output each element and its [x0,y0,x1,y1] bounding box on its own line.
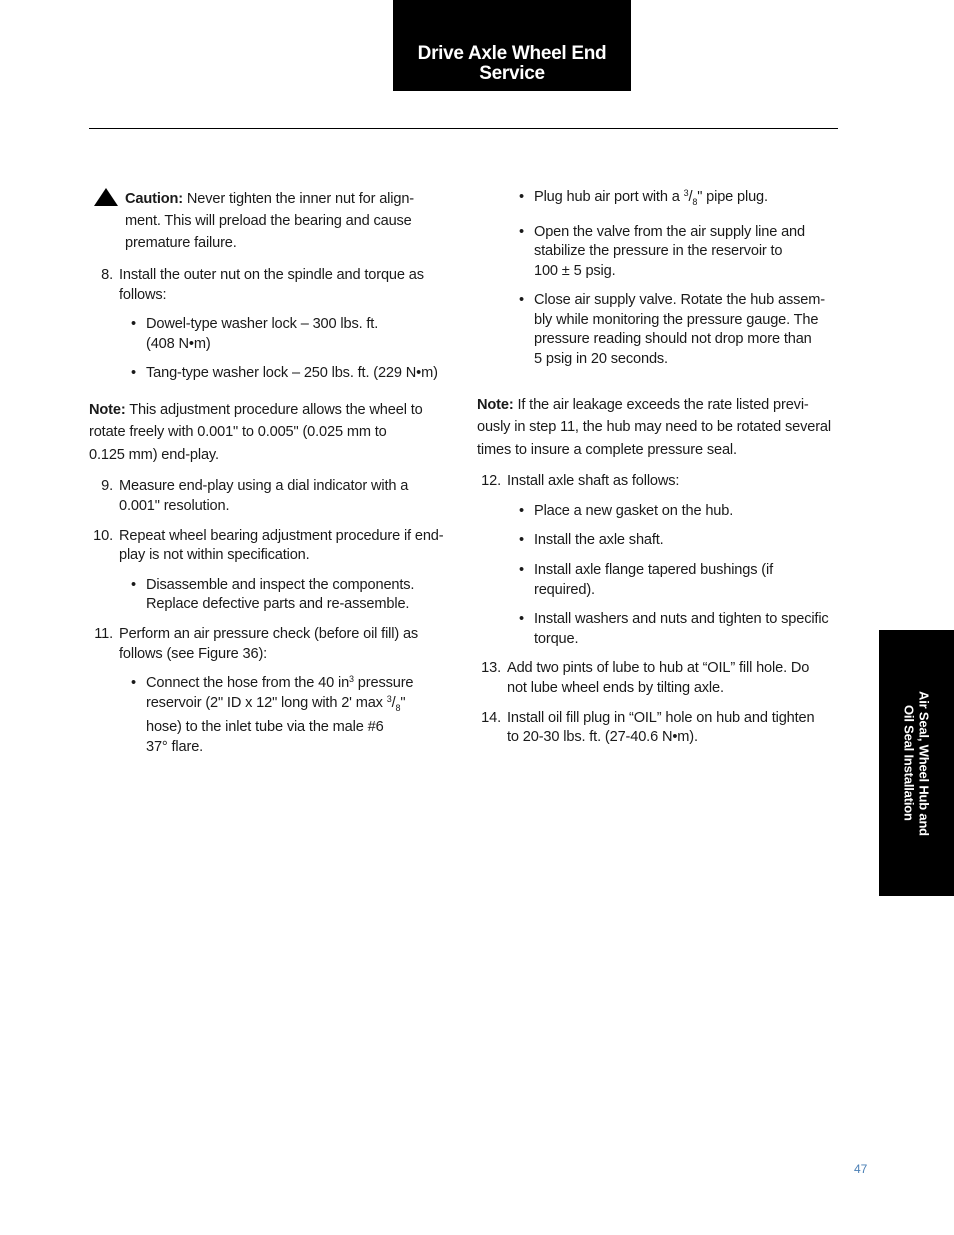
note-label: Note: [89,401,126,418]
step-8-bullet-2: • Tang-type washer lock – 250 lbs. ft. (229 N•m) [89,364,451,384]
side-tab-label: Air Seal, Wheel Hub and Oil Seal Installation [901,690,932,836]
section-header [393,0,631,91]
right-column [477,186,839,748]
step-12-bullet-2: • Install the axle shaft. [477,531,839,551]
step-14: 14. Install oil fill plug in “OIL” hole on hub and tighten to 20-30 lbs. ft. (27-40.6 N•m). [477,709,839,748]
section-title-line1: Drive Axle Wheel End [417,43,607,64]
step-12-bullet-3: • Install axle flange tapered bushings (if required). [519,561,774,598]
bullet-icon: • [519,561,524,578]
step-number: 10. [93,527,113,544]
step-12-bullet-4: • Install washers and nuts and tighten to specific torque. [519,611,829,647]
caution-text: Caution: Never tighten the inner nut for align- ment. This will preload the bearing and cause premature failure. [125,191,415,251]
step-11-bullet-4: • Close air supply valve. Rotate the hub assem- bly while monitoring the pressure gauge. The pressure reading should not drop more than 5 psig in 20 seconds. [519,292,825,368]
bullet-icon: • [131,576,136,593]
step-number: 13. [481,660,501,677]
step-number: 11. [94,626,113,643]
step-9: 9. Measure end-play using a dial indicator with a 0.001" resolution. [89,477,451,516]
step-13: 13. Add two pints of lube to hub at “OIL” fill hole. Do not lube wheel ends by tilting axle. [477,659,839,698]
caution-label: Caution: [125,191,183,207]
step-11-bullet-3: • Open the valve from the air supply line and stabilize the pressure in the reservoir to 100 ± 5 psig. [519,223,805,279]
step-10-bullet-1: • Disassemble and inspect the components. Replace defective parts and re-assemble. [131,576,415,613]
bullet-icon: • [519,502,524,519]
step-number: 14. [481,709,501,726]
section-title-line2: Service [479,63,545,84]
step-11-bullet-1: • Connect the hose from the 40 $in^3$ pressure reservoir (2" ID x 12" long with 2' $\max ^3/_8$" hose) to the inlet tube via the male #6 37° flare. [131,674,414,755]
bullet-icon: • [519,223,524,240]
warning-triangle-icon [94,188,118,206]
bullet-icon: • [131,365,136,382]
bullet-icon: • [519,532,524,549]
step-number: 8. [101,267,113,283]
header-rule [89,128,838,129]
step-12-bullet-1: • Place a new gasket on the hub. [477,502,839,522]
note-adjustment: Note: This adjustment procedure allows the wheel to rotate freely with 0.001" to 0.005" (0.025 mm to 0.125 mm) end-play. [89,401,423,463]
step-number: 9. [101,478,113,495]
bullet-icon: • [519,189,524,205]
page-number: 47 [854,1162,868,1176]
section-side-tab [879,630,954,896]
left-column [89,186,451,758]
caution-block [89,188,451,254]
step-11-bullet-2: • Plug hub air port with a $^3/_8$" pipe plug. [519,188,768,207]
note-air-leakage: Note: If the air leakage exceeds the rate listed previ- ously in step 11, the hub may need to be rotated several times to insure a complete pressure seal. [477,396,831,458]
step-8: 8. Install the outer nut on the spindle and torque as follows: [89,266,451,305]
step-8-bullet-1: • Dowel-type washer lock – 300 lbs. ft. (408 N•m) [131,316,379,352]
step-number: 12. [481,473,501,490]
step-12: 12. Install axle shaft as follows: [477,472,839,492]
bullet-icon: • [519,292,524,309]
bullet-icon: • [131,316,136,333]
step-10: 10. Repeat wheel bearing adjustment procedure if end- play is not within specification. [89,527,451,566]
bullet-icon: • [131,675,136,692]
note-label: Note: [477,396,514,413]
step-11: 11. Perform an air pressure check (before oil fill) as follows (see Figure 36): [89,625,451,664]
bullet-icon: • [519,611,524,628]
